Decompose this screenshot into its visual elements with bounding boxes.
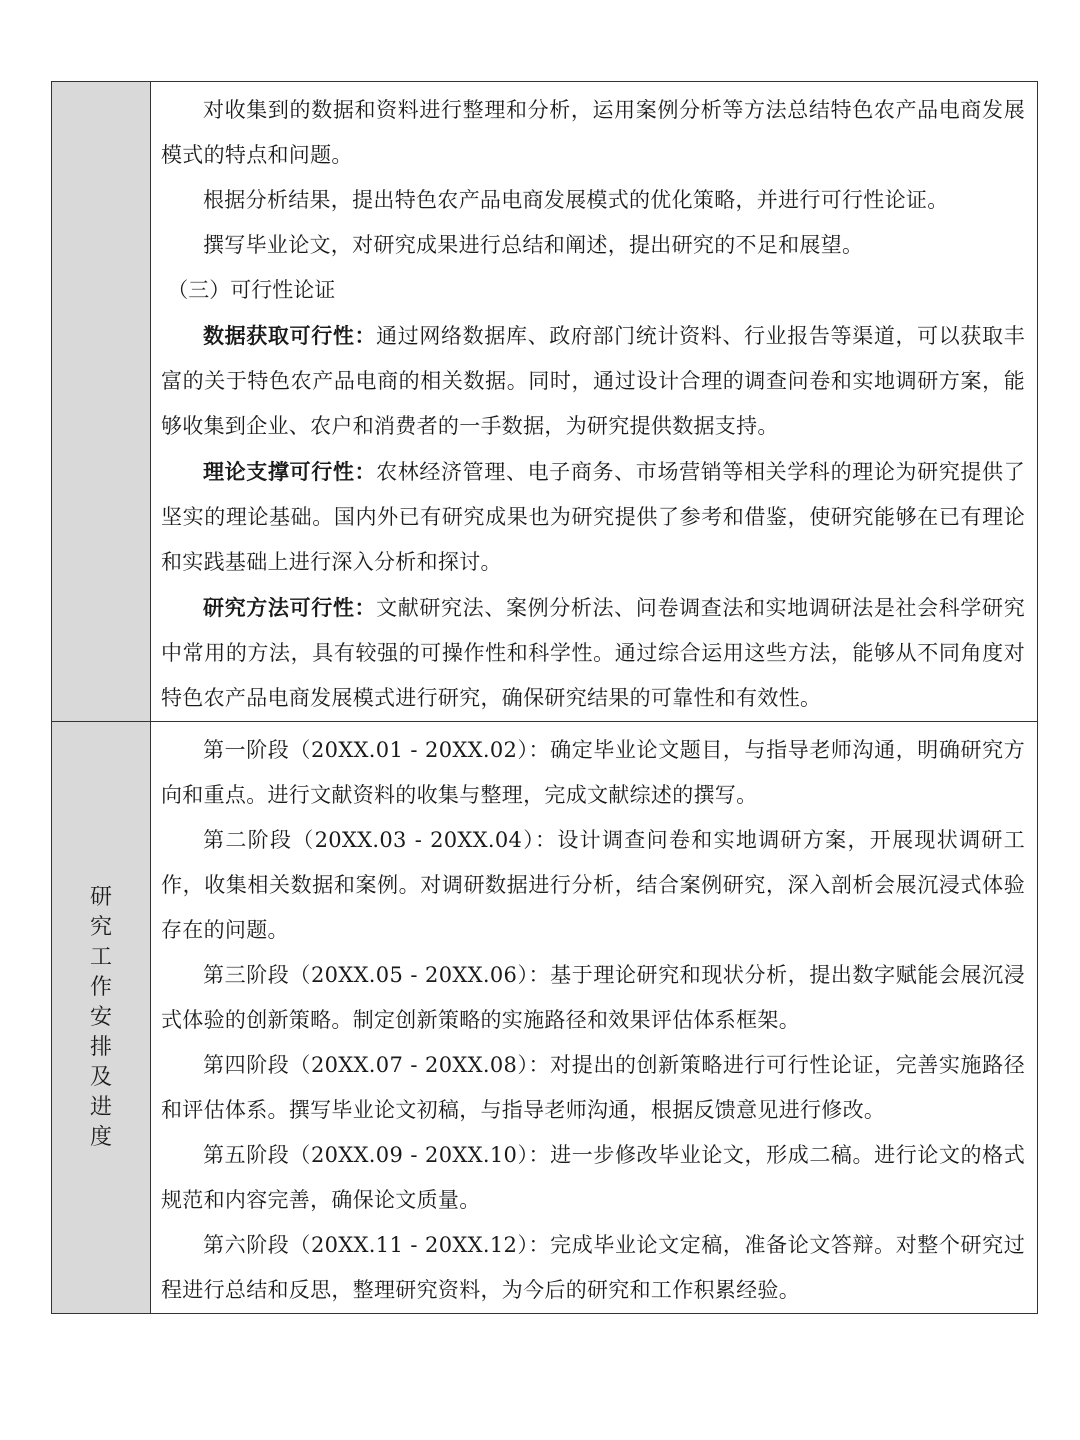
methods-row [52, 82, 1038, 722]
label-char: 工 [89, 944, 112, 970]
methods-content-cell [151, 82, 1038, 722]
label-char: 度 [89, 1124, 112, 1150]
feasibility-data-text: 通过网络数据库、政府部门统计资料、行业报告等渠道，可以获取丰富的关于特色农产品电商的相关数据。同时，通过设计合理的调查问卷和实地调研方案，能够收集到企业、农户和消费者的一手数据，为研究提供数据支持。 [161, 324, 1025, 438]
schedule-row [52, 722, 1038, 1314]
feasibility-theory-title: 理论支撑可行性： [203, 459, 377, 484]
stage-paragraph: 第三阶段（20XX.05 - 20XX.06）：基于理论研究和现状分析，提出数字赋能会展沉浸式体验的创新策略。制定创新策略的实施路径和效果评估体系框架。 [161, 963, 1025, 1032]
method-paragraph: 撰写毕业论文，对研究成果进行总结和阐述，提出研究的不足和展望。 [203, 233, 864, 257]
feasibility-method [161, 585, 1025, 721]
label-char: 究 [89, 914, 112, 940]
stage-paragraph: 第一阶段（20XX.01 - 20XX.02）：确定毕业论文题目，与指导老师沟通，明确研究方向和重点。进行文献资料的收集与整理，完成文献综述的撰写。 [161, 738, 1025, 807]
stage-paragraph: 第四阶段（20XX.07 - 20XX.08）：对提出的创新策略进行可行性论证，完善实施路径和评估体系。撰写毕业论文初稿，与指导老师沟通，根据反馈意见进行修改。 [161, 1053, 1025, 1122]
schedule-label-cell [52, 722, 151, 1314]
stage-paragraph: 第二阶段（20XX.03 - 20XX.04）：设计调查问卷和实地调研方案，开展现状调研工作，收集相关数据和案例。对调研数据进行分析，结合案例研究，深入剖析会展沉浸式体验存在的问题。 [161, 828, 1025, 942]
methods-label-cell [52, 82, 151, 722]
feasibility-method-text: 文献研究法、案例分析法、问卷调查法和实地调研法是社会科学研究中常用的方法，具有较强的可操作性和科学性。通过综合运用这些方法，能够从不同角度对特色农产品电商发展模式进行研究，确保研究结果的可靠性和有效性。 [161, 596, 1025, 710]
label-char: 排 [89, 1034, 112, 1060]
label-char: 作 [89, 974, 112, 1000]
feasibility-theory [161, 449, 1025, 585]
feasibility-data [161, 313, 1025, 449]
feasibility-heading: （三）可行性论证 [167, 278, 336, 302]
method-paragraph: 对收集到的数据和资料进行整理和分析，运用案例分析等方法总结特色农产品电商发展模式的特点和问题。 [161, 98, 1025, 167]
stage-paragraph: 第五阶段（20XX.09 - 20XX.10）：进一步修改毕业论文，形成二稿。进行论文的格式规范和内容完善，确保论文质量。 [161, 1143, 1025, 1212]
label-char: 进 [89, 1094, 112, 1120]
proposal-table [51, 81, 1038, 1314]
label-char: 研 [89, 884, 112, 910]
schedule-content-cell [151, 722, 1038, 1314]
label-char: 及 [89, 1064, 112, 1090]
feasibility-data-title: 数据获取可行性： [203, 323, 377, 348]
method-paragraph: 根据分析结果，提出特色农产品电商发展模式的优化策略，并进行可行性论证。 [203, 188, 949, 212]
schedule-label [52, 722, 150, 1313]
feasibility-method-title: 研究方法可行性： [203, 595, 377, 620]
label-char: 安 [89, 1004, 112, 1030]
feasibility-theory-text: 农林经济管理、电子商务、市场营销等相关学科的理论为研究提供了坚实的理论基础。国内外已有研究成果也为研究提供了参考和借鉴，使研究能够在已有理论和实践基础上进行深入分析和探讨。 [161, 460, 1025, 574]
stage-paragraph: 第六阶段（20XX.11 - 20XX.12）：完成毕业论文定稿，准备论文答辩。对整个研究过程进行总结和反思，整理研究资料，为今后的研究和工作积累经验。 [161, 1233, 1025, 1302]
